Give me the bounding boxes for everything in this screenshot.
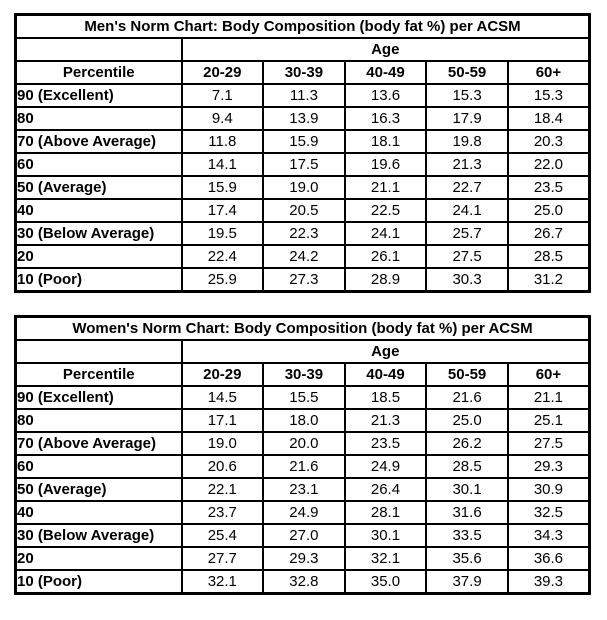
body-fat-value: 13.6 bbox=[345, 84, 427, 107]
body-fat-value: 35.0 bbox=[345, 570, 427, 594]
table-row bbox=[16, 386, 590, 409]
table-row bbox=[16, 478, 590, 501]
blank-cell bbox=[16, 38, 182, 61]
table-row bbox=[16, 176, 590, 199]
blank-cell bbox=[16, 340, 182, 363]
age-column-header: 20-29 bbox=[182, 363, 264, 386]
body-fat-value: 19.6 bbox=[345, 153, 427, 176]
age-group-row bbox=[16, 38, 590, 61]
body-fat-value: 19.5 bbox=[182, 222, 264, 245]
body-fat-value: 24.1 bbox=[426, 199, 508, 222]
body-fat-value: 15.5 bbox=[263, 386, 345, 409]
body-fat-value: 34.3 bbox=[508, 524, 590, 547]
age-column-header: 40-49 bbox=[345, 363, 427, 386]
body-fat-value: 30.1 bbox=[345, 524, 427, 547]
body-fat-value: 28.9 bbox=[345, 268, 427, 292]
table-row bbox=[16, 199, 590, 222]
body-fat-value: 25.0 bbox=[426, 409, 508, 432]
body-fat-value: 20.3 bbox=[508, 130, 590, 153]
body-fat-value: 32.5 bbox=[508, 501, 590, 524]
body-fat-value: 27.7 bbox=[182, 547, 264, 570]
body-fat-value: 14.1 bbox=[182, 153, 264, 176]
body-fat-value: 30.1 bbox=[426, 478, 508, 501]
body-fat-value: 22.0 bbox=[508, 153, 590, 176]
body-fat-value: 24.1 bbox=[345, 222, 427, 245]
body-fat-value: 31.2 bbox=[508, 268, 590, 292]
percentile-label: 50 (Average) bbox=[16, 478, 182, 501]
age-column-header: 50-59 bbox=[426, 363, 508, 386]
percentile-header: Percentile bbox=[16, 61, 182, 84]
age-group-header: Age bbox=[182, 38, 590, 61]
table-row bbox=[16, 432, 590, 455]
body-fat-value: 26.1 bbox=[345, 245, 427, 268]
body-fat-value: 29.3 bbox=[263, 547, 345, 570]
body-fat-value: 26.4 bbox=[345, 478, 427, 501]
table-title: Women's Norm Chart: Body Composition (body fat %) per ACSM bbox=[16, 317, 590, 341]
age-group-header: Age bbox=[182, 340, 590, 363]
body-fat-value: 15.9 bbox=[263, 130, 345, 153]
body-fat-value: 22.4 bbox=[182, 245, 264, 268]
womens-table-header bbox=[16, 317, 590, 387]
body-fat-value: 16.3 bbox=[345, 107, 427, 130]
body-fat-value: 36.6 bbox=[508, 547, 590, 570]
age-column-header: 40-49 bbox=[345, 61, 427, 84]
body-fat-value: 24.9 bbox=[345, 455, 427, 478]
body-fat-value: 9.4 bbox=[182, 107, 264, 130]
body-fat-value: 23.5 bbox=[345, 432, 427, 455]
body-fat-value: 18.5 bbox=[345, 386, 427, 409]
body-fat-value: 32.1 bbox=[345, 547, 427, 570]
percentile-label: 80 bbox=[16, 107, 182, 130]
body-fat-value: 27.0 bbox=[263, 524, 345, 547]
body-fat-value: 32.8 bbox=[263, 570, 345, 594]
body-fat-value: 26.7 bbox=[508, 222, 590, 245]
table-title: Men's Norm Chart: Body Composition (body fat %) per ACSM bbox=[16, 15, 590, 39]
percentile-label: 20 bbox=[16, 245, 182, 268]
percentile-label: 30 (Below Average) bbox=[16, 524, 182, 547]
percentile-label: 80 bbox=[16, 409, 182, 432]
body-fat-value: 23.7 bbox=[182, 501, 264, 524]
body-fat-value: 17.1 bbox=[182, 409, 264, 432]
body-fat-value: 21.1 bbox=[508, 386, 590, 409]
body-fat-value: 15.9 bbox=[182, 176, 264, 199]
body-fat-value: 20.5 bbox=[263, 199, 345, 222]
table-row bbox=[16, 455, 590, 478]
body-fat-value: 14.5 bbox=[182, 386, 264, 409]
body-fat-value: 21.3 bbox=[345, 409, 427, 432]
body-fat-value: 18.4 bbox=[508, 107, 590, 130]
table-row bbox=[16, 547, 590, 570]
body-fat-value: 28.5 bbox=[508, 245, 590, 268]
body-fat-value: 21.3 bbox=[426, 153, 508, 176]
age-group-row bbox=[16, 340, 590, 363]
age-column-header: 30-39 bbox=[263, 363, 345, 386]
body-fat-value: 25.0 bbox=[508, 199, 590, 222]
body-fat-value: 15.3 bbox=[426, 84, 508, 107]
body-fat-value: 17.9 bbox=[426, 107, 508, 130]
table-row bbox=[16, 268, 590, 292]
body-fat-value: 19.8 bbox=[426, 130, 508, 153]
body-fat-value: 30.9 bbox=[508, 478, 590, 501]
body-fat-value: 32.1 bbox=[182, 570, 264, 594]
body-fat-value: 30.3 bbox=[426, 268, 508, 292]
body-fat-value: 23.5 bbox=[508, 176, 590, 199]
table-row bbox=[16, 84, 590, 107]
body-fat-value: 19.0 bbox=[182, 432, 264, 455]
body-fat-value: 27.5 bbox=[426, 245, 508, 268]
body-fat-value: 29.3 bbox=[508, 455, 590, 478]
body-fat-value: 21.6 bbox=[263, 455, 345, 478]
body-fat-value: 25.9 bbox=[182, 268, 264, 292]
mens-norm-chart-table bbox=[14, 13, 591, 293]
percentile-label: 10 (Poor) bbox=[16, 570, 182, 594]
table-row bbox=[16, 130, 590, 153]
body-fat-value: 22.7 bbox=[426, 176, 508, 199]
body-fat-value: 17.4 bbox=[182, 199, 264, 222]
body-fat-value: 25.4 bbox=[182, 524, 264, 547]
percentile-label: 70 (Above Average) bbox=[16, 432, 182, 455]
percentile-label: 60 bbox=[16, 153, 182, 176]
mens-table-header bbox=[16, 15, 590, 85]
body-fat-value: 28.5 bbox=[426, 455, 508, 478]
body-fat-value: 26.2 bbox=[426, 432, 508, 455]
body-fat-value: 7.1 bbox=[182, 84, 264, 107]
body-fat-value: 22.3 bbox=[263, 222, 345, 245]
body-fat-value: 11.8 bbox=[182, 130, 264, 153]
percentile-label: 60 bbox=[16, 455, 182, 478]
womens-table-body bbox=[16, 386, 590, 594]
age-column-header: 60+ bbox=[508, 363, 590, 386]
table-row bbox=[16, 153, 590, 176]
womens-norm-chart-table bbox=[14, 315, 591, 595]
percentile-label: 40 bbox=[16, 199, 182, 222]
table-title-row bbox=[16, 15, 590, 39]
table-title-row bbox=[16, 317, 590, 341]
age-column-header: 20-29 bbox=[182, 61, 264, 84]
body-fat-value: 37.9 bbox=[426, 570, 508, 594]
body-fat-value: 18.1 bbox=[345, 130, 427, 153]
column-header-row bbox=[16, 61, 590, 84]
body-fat-value: 21.1 bbox=[345, 176, 427, 199]
body-fat-value: 31.6 bbox=[426, 501, 508, 524]
table-row bbox=[16, 524, 590, 547]
table-row bbox=[16, 245, 590, 268]
percentile-label: 90 (Excellent) bbox=[16, 386, 182, 409]
percentile-label: 90 (Excellent) bbox=[16, 84, 182, 107]
body-fat-value: 35.6 bbox=[426, 547, 508, 570]
mens-table-body bbox=[16, 84, 590, 292]
age-column-header: 50-59 bbox=[426, 61, 508, 84]
age-column-header: 60+ bbox=[508, 61, 590, 84]
body-fat-value: 22.5 bbox=[345, 199, 427, 222]
table-row bbox=[16, 222, 590, 245]
body-fat-value: 22.1 bbox=[182, 478, 264, 501]
percentile-label: 40 bbox=[16, 501, 182, 524]
body-fat-value: 15.3 bbox=[508, 84, 590, 107]
table-row bbox=[16, 570, 590, 594]
body-fat-value: 17.5 bbox=[263, 153, 345, 176]
table-row bbox=[16, 409, 590, 432]
body-fat-value: 27.3 bbox=[263, 268, 345, 292]
body-fat-value: 21.6 bbox=[426, 386, 508, 409]
percentile-label: 30 (Below Average) bbox=[16, 222, 182, 245]
body-fat-value: 25.1 bbox=[508, 409, 590, 432]
body-fat-value: 28.1 bbox=[345, 501, 427, 524]
percentile-label: 10 (Poor) bbox=[16, 268, 182, 292]
percentile-label: 50 (Average) bbox=[16, 176, 182, 199]
percentile-header: Percentile bbox=[16, 363, 182, 386]
body-fat-value: 27.5 bbox=[508, 432, 590, 455]
table-row bbox=[16, 107, 590, 130]
body-fat-value: 13.9 bbox=[263, 107, 345, 130]
age-column-header: 30-39 bbox=[263, 61, 345, 84]
body-fat-value: 25.7 bbox=[426, 222, 508, 245]
body-fat-value: 11.3 bbox=[263, 84, 345, 107]
percentile-label: 20 bbox=[16, 547, 182, 570]
column-header-row bbox=[16, 363, 590, 386]
body-fat-value: 19.0 bbox=[263, 176, 345, 199]
body-fat-value: 24.9 bbox=[263, 501, 345, 524]
body-fat-value: 24.2 bbox=[263, 245, 345, 268]
body-fat-value: 23.1 bbox=[263, 478, 345, 501]
body-fat-value: 20.6 bbox=[182, 455, 264, 478]
body-fat-value: 39.3 bbox=[508, 570, 590, 594]
body-fat-value: 33.5 bbox=[426, 524, 508, 547]
percentile-label: 70 (Above Average) bbox=[16, 130, 182, 153]
body-fat-value: 20.0 bbox=[263, 432, 345, 455]
body-fat-value: 18.0 bbox=[263, 409, 345, 432]
table-row bbox=[16, 501, 590, 524]
